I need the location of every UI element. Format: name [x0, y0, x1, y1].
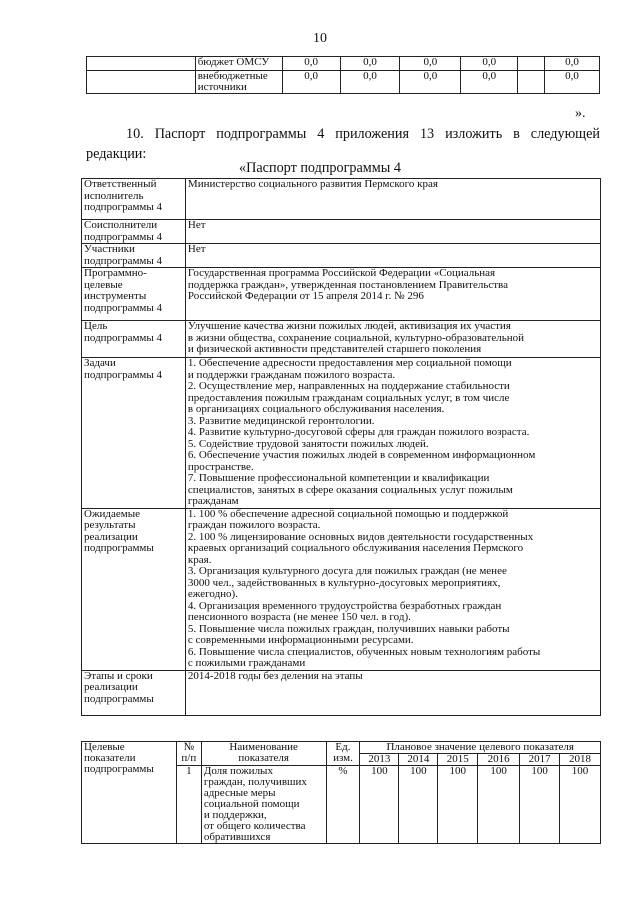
content-line: поддержка граждан», утвержденная постановлением Правительства	[187, 278, 508, 291]
value-cell: 0,0	[461, 71, 518, 94]
label-line: подпрограммы 4	[84, 230, 163, 243]
content-line: 3. Организация культурного досуга для пожилых граждан (не менее	[187, 565, 507, 577]
header-no	[176, 742, 201, 766]
table-row	[87, 71, 600, 94]
content-line: в жизни общества, сохранение социальной, культурно-образовательной	[187, 331, 525, 344]
passport-row-stages	[82, 670, 601, 715]
passport-content	[185, 179, 600, 220]
content-line: граждан пожилого возраста.	[187, 519, 321, 531]
content-line: 5. Повышение числа пожилых граждан, получивших навыки работы	[187, 622, 510, 635]
value-cell: 0,0	[340, 57, 400, 71]
header-name	[201, 742, 326, 766]
label-line: подпрограммы	[84, 542, 154, 554]
label-line: целевые	[84, 278, 123, 291]
passport-content	[185, 321, 600, 358]
passport-content	[185, 670, 600, 715]
value-cell: 0,0	[282, 71, 340, 94]
value-cell: 0,0	[461, 57, 518, 71]
content-line: Нет	[187, 219, 206, 231]
passport-row-program-instruments	[82, 268, 601, 321]
header-line: показателя	[238, 752, 289, 764]
passport-label	[82, 670, 186, 715]
label-line: реализации	[84, 530, 138, 543]
label-line: показатели	[84, 752, 136, 764]
indicator-value: 100	[438, 766, 478, 844]
year-header: 2017	[520, 754, 560, 766]
passport-label	[82, 321, 186, 358]
table-row	[82, 742, 601, 754]
indicator-value: 100	[478, 766, 520, 844]
label-line: подпрограммы	[84, 692, 154, 705]
paragraph-line: редакции:	[86, 146, 147, 162]
passport-row-responsible	[82, 179, 601, 220]
label-line: Участники	[84, 243, 135, 255]
value-cell: 0,0	[282, 57, 340, 71]
header-line: п/п	[181, 752, 197, 764]
header-unit	[326, 742, 360, 766]
passport-content	[185, 508, 600, 670]
content-line: ежегодно).	[187, 588, 238, 600]
content-line: 2. Осуществление мер, направленных на поддержание стабильности	[187, 380, 510, 392]
content-line: предоставления пожилым гражданам социальных услуг, в том числе	[187, 391, 510, 404]
header-line: Наименование	[229, 741, 298, 753]
passport-content	[185, 268, 600, 321]
label-line: подпрограммы 4	[84, 331, 163, 344]
label-line: подпрограммы 4	[84, 301, 163, 314]
passport-row-participants	[82, 244, 601, 268]
name-line: обратившихся	[203, 831, 271, 843]
header-line: №	[183, 741, 195, 753]
content-line: краевых организаций социального обслуживания населения Пермского	[187, 542, 524, 554]
name-line: адресные меры	[203, 787, 276, 799]
passport-label	[82, 268, 186, 321]
content-line: с современными информационными ресурсами.	[187, 634, 414, 646]
value-cell: 0,0	[400, 71, 461, 94]
label-line: Этапы и сроки	[84, 669, 153, 682]
content-line: Государственная программа Российской Федерации «Социальная	[187, 267, 496, 279]
source-cell: бюджет ОМСУ	[195, 57, 282, 71]
page-number: 10	[313, 31, 327, 46]
indicator-name	[201, 766, 326, 844]
label-line: Ответственный	[84, 178, 157, 190]
passport-content	[185, 220, 600, 244]
label-line: подпрограммы 4	[84, 368, 163, 381]
name-line: и поддержки,	[203, 809, 267, 821]
content-line: 3. Развитие медицинской геронтологии.	[187, 414, 375, 427]
passport-label	[82, 220, 186, 244]
content-line: 5. Содействие трудовой занятости пожилых людей.	[187, 437, 429, 450]
name-line: граждан, получивших	[203, 776, 307, 788]
passport-content	[185, 244, 600, 268]
label-line: реализации	[84, 681, 138, 693]
label-line: результаты	[84, 519, 136, 531]
row-number: 1	[176, 766, 201, 844]
label-line: инструменты	[84, 290, 147, 302]
year-header: 2013	[360, 754, 399, 766]
content-line: Нет	[187, 243, 206, 255]
content-line: 2. 100 % лицензирование основных видов деятельности государственных	[187, 530, 534, 543]
budget-table	[86, 56, 600, 94]
passport-label	[82, 244, 186, 268]
value-cell	[518, 57, 545, 71]
name-line: социальной помощи	[203, 798, 300, 810]
label-line: Цель	[84, 320, 108, 332]
table-cell	[87, 71, 196, 94]
content-line: 7. Повышение профессиональной компетенции и квалификации	[187, 472, 490, 484]
table-row	[87, 57, 600, 71]
passport-row-expected-results	[82, 508, 601, 670]
name-line: Доля пожилых	[203, 765, 273, 777]
passport-row-tasks	[82, 358, 601, 509]
header-plan: Плановое значение целевого показателя	[360, 742, 601, 754]
value-cell: 0,0	[340, 71, 400, 94]
table-cell	[87, 57, 196, 71]
indicator-unit: %	[326, 766, 360, 844]
content-line: гражданам	[187, 495, 239, 507]
label-line: Программно-	[84, 267, 147, 279]
content-line: 6. Обеспечение участия пожилых людей в современном информационном	[187, 449, 536, 461]
label-line: Соисполнители	[84, 219, 158, 231]
content-line: Министерство социального развития Пермского края	[187, 178, 438, 190]
content-line: Российской Федерации от 15 апреля 2014 г. № 296	[187, 290, 424, 302]
indicator-value: 100	[560, 766, 601, 844]
indicator-value: 100	[399, 766, 438, 844]
passport-row-co-executors	[82, 220, 601, 244]
content-line: Улучшение качества жизни пожилых людей, активизация их участия	[187, 320, 511, 332]
indicators-label-cell	[82, 742, 177, 844]
header-line: Ед.	[335, 741, 351, 753]
label-line: Целевые	[84, 741, 125, 753]
source-cell: внебюджетные источники	[195, 71, 282, 94]
content-line: пенсионного возраста (не менее 150 чел. в год).	[187, 611, 411, 623]
content-line: и физической активности представителей старшего поколения	[187, 343, 482, 355]
paragraph-line: 10. Паспорт подпрограммы 4 приложения 13 изложить в следующей	[126, 126, 600, 142]
passport-label	[82, 358, 186, 509]
value-cell	[518, 71, 545, 94]
label-line: подпрограммы	[84, 763, 154, 775]
year-header: 2015	[438, 754, 478, 766]
label-line: подпрограммы 4	[84, 201, 163, 213]
label-line: подпрограммы 4	[84, 254, 163, 267]
value-cell: 0,0	[400, 57, 461, 71]
passport-row-goal	[82, 321, 601, 358]
value-cell: 0,0	[545, 57, 600, 71]
content-line: 4. Организация временного трудоустройства безработных граждан	[187, 599, 502, 612]
year-header: 2016	[478, 754, 520, 766]
year-header: 2014	[399, 754, 438, 766]
passport-content	[185, 358, 600, 509]
content-line: 4. Развитие культурно-досуговой сферы для граждан пожилого возраста.	[187, 426, 530, 438]
content-line: специалистов, занятых в сфере оказания социальных услуг пожилым	[187, 483, 513, 496]
indicators-table	[81, 741, 601, 844]
content-line: края.	[187, 553, 212, 566]
amendment-paragraph	[86, 124, 600, 164]
label-line: Задачи	[84, 357, 116, 369]
closing-quote: ».	[575, 106, 586, 121]
indicator-value: 100	[520, 766, 560, 844]
content-line: 1. 100 % обеспечение адресной социальной помощью и поддержкой	[187, 507, 509, 520]
value-cell: 0,0	[545, 71, 600, 94]
content-line: 1. Обеспечение адресности предоставления мер социальной помощи	[187, 357, 512, 369]
label-line: Ожидаемые	[84, 507, 141, 520]
passport-table	[81, 178, 601, 716]
content-line: пространстве.	[187, 460, 254, 473]
label-line: исполнитель	[84, 189, 144, 202]
content-line: с пожилыми гражданами	[187, 657, 306, 669]
passport-heading: «Паспорт подпрограммы 4	[239, 160, 401, 176]
content-line: 6. Повышение числа специалистов, обученных новым технологиям работы	[187, 645, 541, 658]
content-line: 3000 чел., задействованных в культурно-досуговых мероприятиях,	[187, 576, 501, 589]
name-line: от общего количества	[203, 820, 306, 832]
header-line: изм.	[333, 752, 353, 764]
year-header: 2018	[560, 754, 601, 766]
content-line: и поддержки гражданам пожилого возраста.	[187, 368, 396, 381]
content-line: 2014-2018 годы без деления на этапы	[187, 669, 363, 682]
indicator-value: 100	[360, 766, 399, 844]
passport-label	[82, 508, 186, 670]
content-line: в организациях социального обслуживания населения.	[187, 403, 445, 415]
passport-label	[82, 179, 186, 220]
